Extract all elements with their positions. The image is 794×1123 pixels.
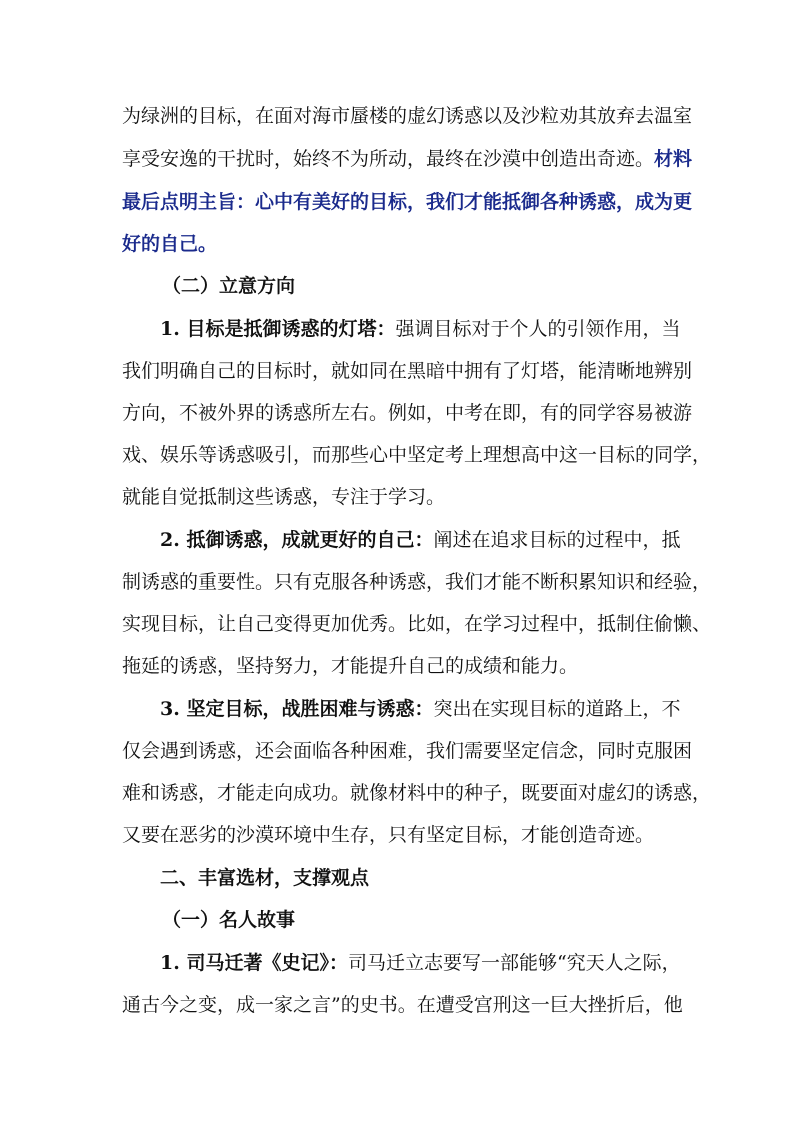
text-line: 通古今之变，成一家之言”的史书。在遭受宫刑这一巨大挫折后，他 bbox=[122, 994, 683, 1016]
text-run: 阐述在追求目标的过程中，抵 bbox=[433, 529, 681, 551]
text-run: 司马迁立志要写一部能够“究天人之际， bbox=[347, 952, 681, 974]
section-heading: （二）立意方向 bbox=[162, 275, 296, 297]
text-line: 难和诱惑，才能走向成功。就像材料中的种子，既要面对虚幻的诱惑， bbox=[122, 782, 712, 804]
item-heading: 1. 司马迁著《史记》： bbox=[160, 952, 348, 974]
text-run: 突出在实现目标的道路上，不 bbox=[433, 698, 681, 720]
highlight-line: 最后点明主旨：心中有美好的目标，我们才能抵御各种诱惑，成为更 bbox=[122, 191, 693, 213]
text-run: 强调目标对于个人的引领作用，当 bbox=[395, 318, 681, 340]
text-line: 为绿洲的目标，在面对海市蜃楼的虚幻诱惑以及沙粒劝其放弃去温室 bbox=[122, 105, 693, 127]
section-heading: （一）名人故事 bbox=[162, 909, 296, 931]
text-line: 就能自觉抵制这些诱惑，专注于学习。 bbox=[122, 486, 446, 508]
paragraph-first-line bbox=[160, 528, 681, 554]
section-heading: 二、丰富选材，支撑观点 bbox=[160, 867, 370, 889]
text-line: 我们明确自己的目标时，就如同在黑暗中拥有了灯塔，能清晰地辨别 bbox=[122, 360, 693, 382]
item-heading: 3. 坚定目标，战胜困难与诱惑： bbox=[160, 698, 434, 720]
item-heading: 1. 目标是抵御诱惑的灯塔： bbox=[160, 318, 396, 340]
text-line: 又要在恶劣的沙漠环境中生存，只有坚定目标，才能创造奇迹。 bbox=[122, 824, 655, 846]
text-line: 方向，不被外界的诱惑所左右。例如，中考在即，有的同学容易被游 bbox=[122, 402, 693, 424]
text-line: 制诱惑的重要性。只有克服各种诱惑，我们才能不断积累知识和经验， bbox=[122, 571, 712, 593]
text-line: 拖延的诱惑，坚持努力，才能提升自己的成绩和能力。 bbox=[122, 655, 579, 677]
paragraph-first-line bbox=[160, 951, 681, 977]
highlight-line: 好的自己。 bbox=[122, 233, 218, 255]
paragraph-first-line bbox=[160, 697, 681, 723]
text-run: 享受安逸的干扰时，始终不为所动，最终在沙漠中创造出奇迹。 bbox=[122, 148, 655, 170]
text-line: 实现目标，让自己变得更加优秀。比如，在学习过程中，抵制住偷懒、 bbox=[122, 613, 712, 635]
text-line: 戏、娱乐等诱惑吸引，而那些心中坚定考上理想高中这一目标的同学， bbox=[122, 444, 712, 466]
highlight-text: 材料 bbox=[654, 148, 693, 170]
text-line: 仅会遇到诱惑，还会面临各种困难，我们需要坚定信念，同时克服困 bbox=[122, 740, 693, 762]
text-line bbox=[122, 147, 693, 173]
paragraph-first-line bbox=[160, 317, 681, 343]
item-heading: 2. 抵御诱惑，成就更好的自己： bbox=[160, 529, 434, 551]
